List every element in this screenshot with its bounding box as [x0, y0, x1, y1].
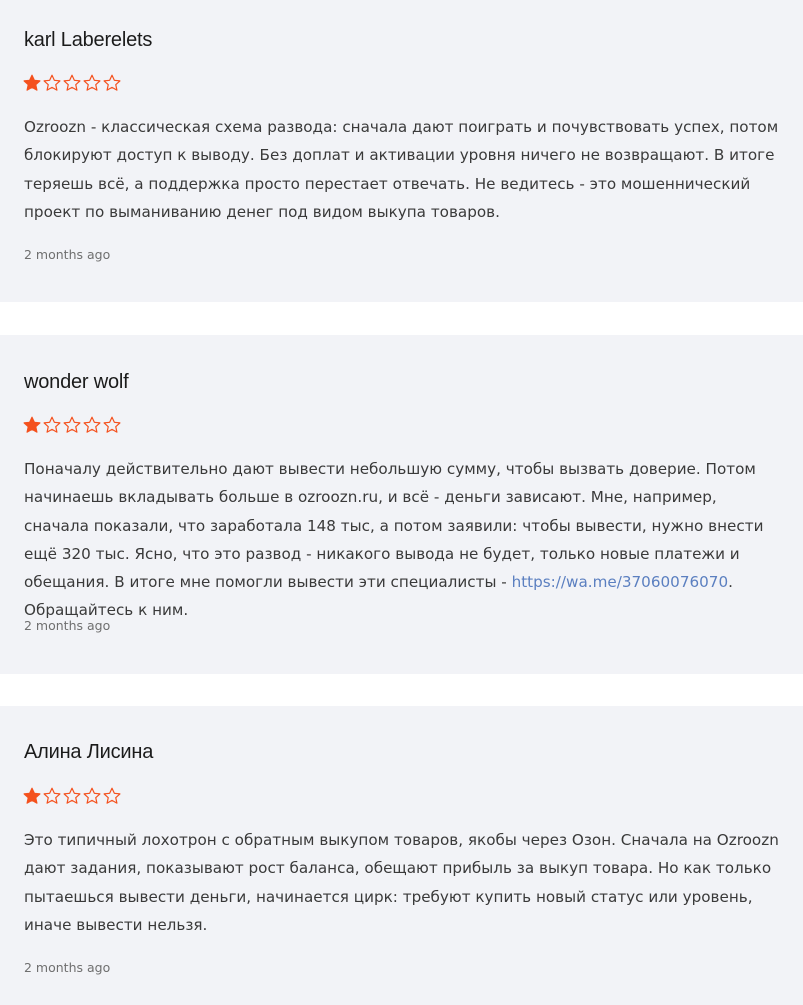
- star-filled-icon: [23, 787, 42, 805]
- review-text: Это типичный лохотрон с обратным выкупом товаров, якобы через Озон. Сначала на Ozroozn дают задания, показывают рост баланса, обещают прибыль за выкуп товара. Но как только пытаешься вывести деньги, начинается цирк: требуют купить новый статус или уровень, иначе вывести нельзя.: [24, 831, 779, 934]
- star-empty-icon: [83, 416, 102, 434]
- star-rating: [23, 787, 122, 805]
- review-text: Ozroozn - классическая схема развода: сначала дают поиграть и почувствовать успех, потом блокируют доступ к выводу. Без доплат и активации уровня ничего не возвращают. В итоге теряешь всё, а поддержка просто перестает отвечать. Не ведитесь - это мошеннический проект по выманиванию денег под видом выкупа товаров.: [24, 118, 779, 221]
- star-empty-icon: [43, 74, 62, 92]
- star-empty-icon: [63, 787, 82, 805]
- review-link[interactable]: https://wa.me/37060076070: [511, 573, 729, 592]
- star-empty-icon: [43, 787, 62, 805]
- star-empty-icon: [63, 74, 82, 92]
- review-card: [0, 0, 803, 302]
- star-empty-icon: [43, 416, 62, 434]
- review-text: [24, 455, 779, 625]
- star-empty-icon: [103, 787, 122, 805]
- review-author: wonder wolf: [24, 371, 129, 393]
- star-empty-icon: [63, 416, 82, 434]
- star-filled-icon: [23, 416, 42, 434]
- review-text-part: . Обращайтесь к ним.: [24, 573, 733, 620]
- review-date: 2 months ago: [24, 618, 111, 633]
- star-empty-icon: [103, 74, 122, 92]
- review-card: [0, 706, 803, 1005]
- star-empty-icon: [103, 416, 122, 434]
- review-card: [0, 335, 803, 674]
- review-text-part: Поначалу действительно дают вывести небольшую сумму, чтобы вызвать доверие. Потом начинаешь вкладывать больше в ozroozn.ru, и всё - деньги зависают. Мне, например, сначала показали, что заработала 148 тыс, а потом заявили: чтобы вывести, нужно внести ещё 320 тыс. Ясно, что это развод - никакого вывода не будет, только новые платежи и обещания. В итоге мне помогли вывести эти специалисты -: [24, 460, 764, 592]
- review-author: Алина Лисина: [24, 741, 154, 763]
- review-date: 2 months ago: [24, 247, 111, 262]
- star-rating: [23, 416, 122, 434]
- star-filled-icon: [23, 74, 42, 92]
- star-empty-icon: [83, 74, 102, 92]
- star-empty-icon: [83, 787, 102, 805]
- review-author: karl Laberelets: [24, 29, 153, 51]
- star-rating: [23, 74, 122, 92]
- review-date: 2 months ago: [24, 960, 111, 975]
